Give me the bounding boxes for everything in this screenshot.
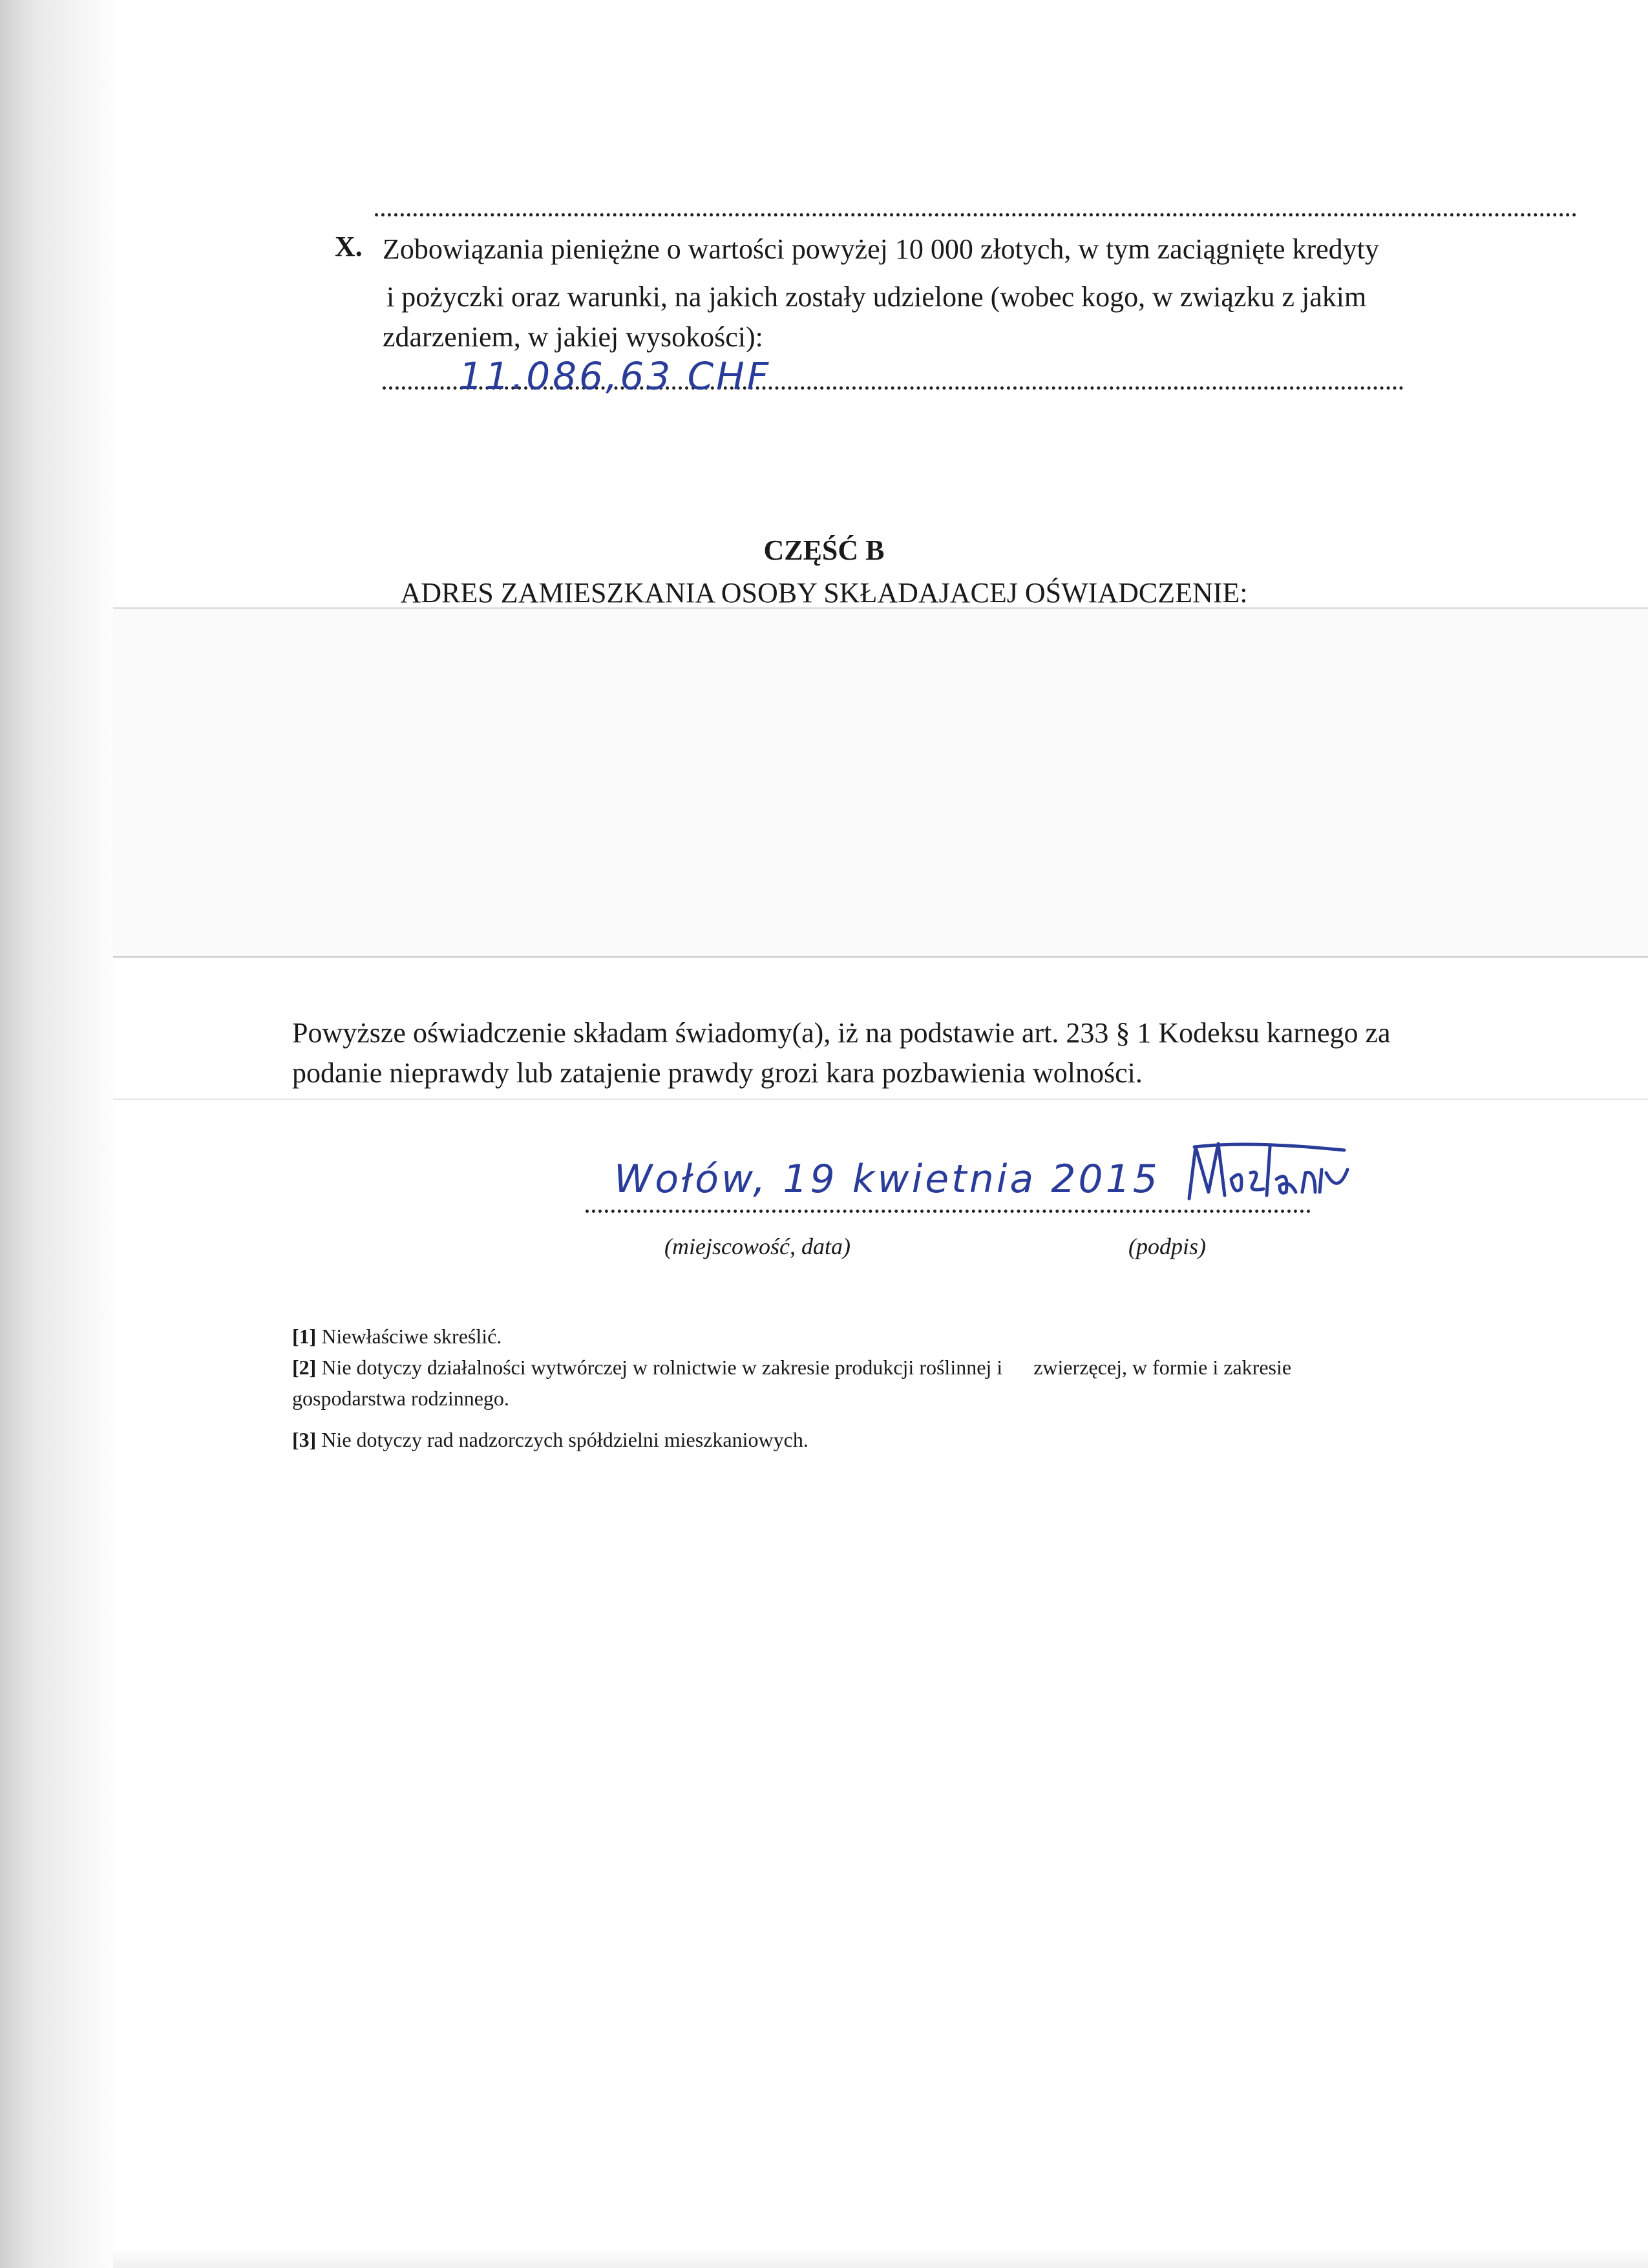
footnote-2-text: Nie dotyczy działalności wytwórczej w rolnictwie w zakresie produkcji roślinnej i zwierzęcej, w formie i zakresie (316, 1356, 1292, 1379)
folded-paper-strip (113, 607, 1648, 956)
section-x-line-1: Zobowiązania pieniężne o wartości powyżej 10 000 złotych, w tym zaciągnięte kredyty (383, 233, 1379, 265)
footnote-2-continuation (292, 1387, 509, 1411)
footnote-1-text: Niewłaściwe skreślić. (316, 1325, 502, 1348)
handwritten-place-date: Wołów, 19 kwietnia 2015 (614, 1157, 1160, 1202)
crease-line (113, 1098, 1648, 1100)
handwritten-signature (1183, 1134, 1364, 1212)
signature-caption: (podpis) (1128, 1234, 1206, 1259)
page-bottom-edge (113, 2249, 1648, 2268)
section-x-line-2: i pożyczki oraz warunki, na jakich zostały udzielone (wobec kogo, w związku z jakim (386, 281, 1367, 313)
section-x-marker: X. (335, 231, 363, 262)
dotted-rule-top (375, 213, 1577, 216)
handwritten-debt-amount: 11.086,63 CHF (459, 354, 772, 398)
statement-line-1: Powyższe oświadczenie składam świadomy(a), iż na podstawie art. 233 § 1 Kodeksu karnego za (292, 1017, 1391, 1049)
fold-line-bottom (113, 956, 1648, 958)
footnote-1-marker: [1] (292, 1325, 317, 1348)
footnote-2-marker: [2] (292, 1356, 317, 1379)
page-left-shadow (0, 0, 120, 2268)
footnote-3-text: Nie dotyczy rad nadzorczych spółdzielni mieszkaniowych. (316, 1428, 808, 1451)
part-b-subtitle: ADRES ZAMIESZKANIA OSOBY SKŁADAJACEJ OŚWIADCZENIE: (400, 577, 1248, 609)
place-date-caption: (miejscowość, data) (664, 1234, 850, 1259)
part-b-title: CZĘŚĆ B (763, 534, 885, 566)
footnote-3-marker: [3] (292, 1428, 317, 1451)
footnote-2 (292, 1356, 1291, 1380)
footnote-2-continuation-text: gospodarstwa rodzinnego. (292, 1387, 509, 1410)
footnote-3 (292, 1428, 808, 1452)
footnote-1 (292, 1325, 502, 1349)
section-x-line-3: zdarzeniem, w jakiej wysokości): (383, 321, 763, 353)
statement-line-2: podanie nieprawdy lub zatajenie prawdy grozi kara pozbawienia wolności. (292, 1057, 1143, 1089)
